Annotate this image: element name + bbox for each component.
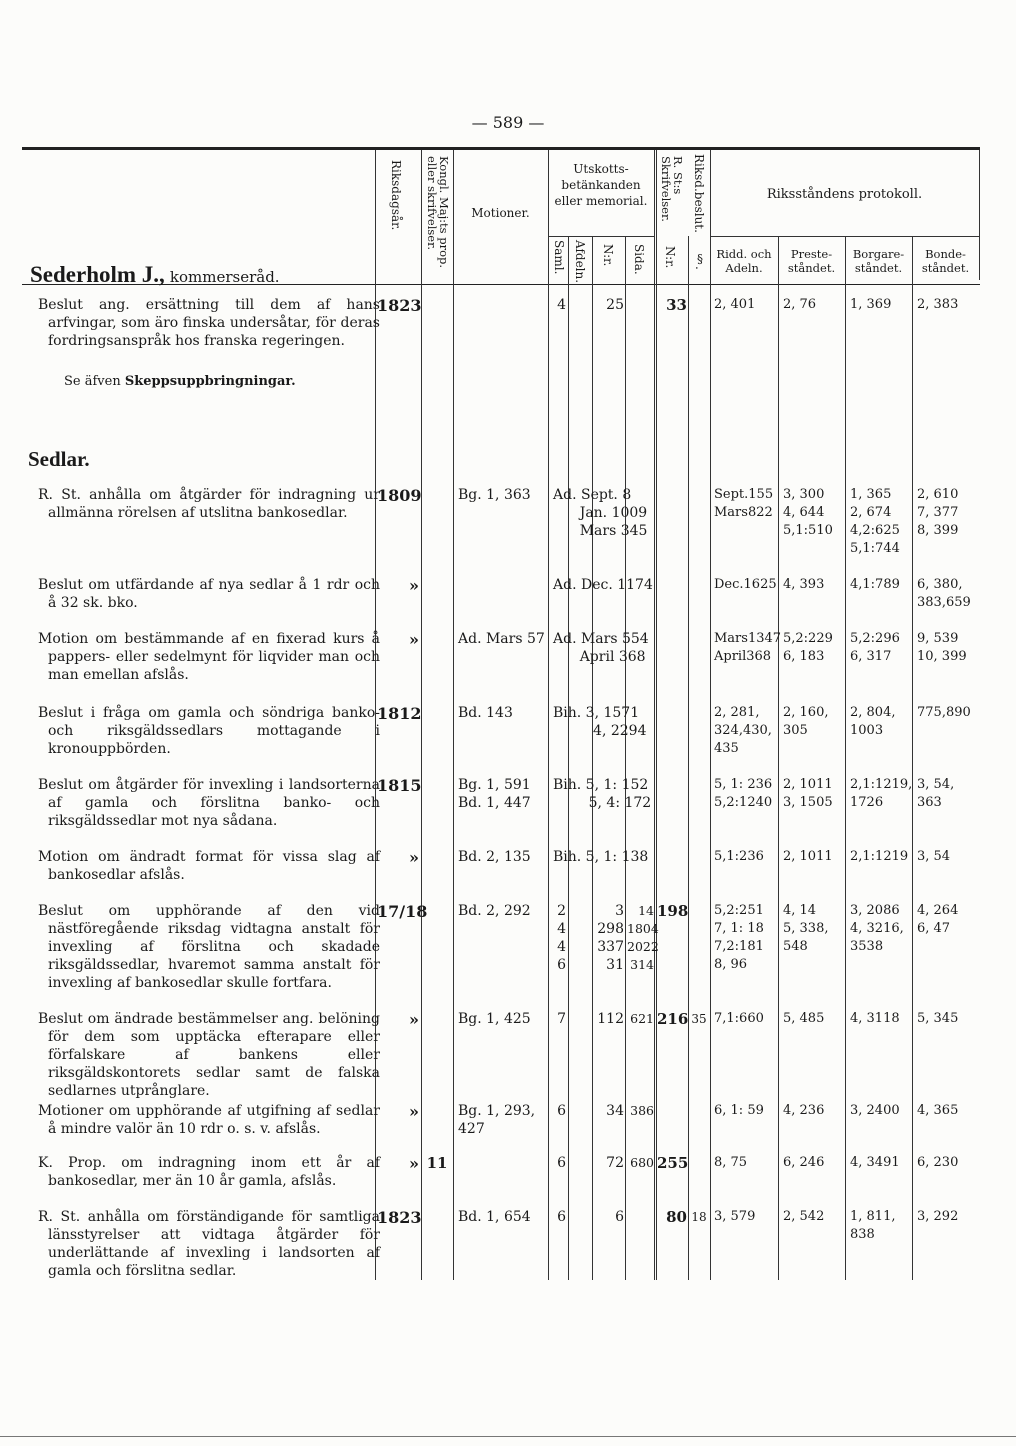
header-ridd-1: Ridd. och xyxy=(716,247,772,261)
entry-ridd: 2, 281, 324,430, 435 xyxy=(714,705,772,756)
entry-text: Beslut om utfärdande af nya sedlar å 1 rdr och å 32 sk. bko. xyxy=(38,577,380,611)
entry-borg: 4, 3491 xyxy=(850,1155,900,1170)
entry-ridd: Mars1347 April368 xyxy=(714,631,782,664)
entry-utskott: Ad. Sept. 8 Jan. 1009 Mars 345 xyxy=(553,487,648,539)
header-saml: Saml. xyxy=(552,240,566,275)
entry-rst-nr: 198 xyxy=(657,902,689,920)
entry-year: 1823 xyxy=(377,296,422,315)
entry-year: » xyxy=(409,848,419,867)
entry-borg: 3, 2086 4, 3216, 3538 xyxy=(850,903,904,954)
entry-prest: 5, 485 xyxy=(783,1011,825,1026)
entry-bonde: 6, 380, 383,659 xyxy=(917,577,971,610)
entry-text: Beslut om åtgärder för invexling i landsorterna af gamla och förslitna banko- och riksgäldssedlar mot nya sådana. xyxy=(38,777,380,829)
entry-prest: 2, 1011 xyxy=(783,849,833,864)
entry-rst-nr: 80 xyxy=(666,1208,687,1226)
col-rule xyxy=(453,150,454,1280)
entry-year: » xyxy=(409,1010,419,1029)
entry-text: Beslut ang. ersättning till dem af hans arfvingar, som äro finska undersåtar, för deras fordringsanspråk hos franska regeringen. xyxy=(38,297,380,349)
entry-borg: 4,1:789 xyxy=(850,577,900,592)
entry-borg: 4, 3118 xyxy=(850,1011,900,1026)
entry-borg: 1, 369 xyxy=(850,297,892,312)
entry-sida: 621 xyxy=(630,1011,654,1026)
header-paragraph: §. xyxy=(693,252,707,270)
entry-borg: 1, 811, 838 xyxy=(850,1209,896,1242)
col-rule xyxy=(979,150,980,280)
entry-ridd: 3, 579 xyxy=(714,1209,756,1224)
entry-year: » xyxy=(409,630,419,649)
entry-bonde: 4, 365 xyxy=(917,1103,959,1118)
col-rule-double xyxy=(654,150,657,1280)
entry-bonde: 3, 54 xyxy=(917,849,951,864)
entry-paragraph: 18 xyxy=(691,1210,707,1224)
entry-sida: 680 xyxy=(630,1155,654,1170)
entry-bonde: 3, 292 xyxy=(917,1209,959,1224)
entry-text: Motion om bestämmande af en fixerad kurs å pappers- eller sedelmynt för liqvider man och man emellan afslås. xyxy=(38,631,380,683)
entry-text: K. Prop. om indragning inom ett år af bankosedlar, mer än 10 år gamla, afslås. xyxy=(38,1155,380,1189)
subheader-rule xyxy=(710,236,979,237)
header-motioner: Motioner. xyxy=(471,206,530,220)
entry-borg: 2,1:1219 xyxy=(850,849,909,864)
entry-nr: 34 xyxy=(606,1103,624,1119)
entry-kongl: 11 xyxy=(426,1154,448,1172)
header-bonde-2: ståndet. xyxy=(921,261,970,275)
entry-saml: 6 xyxy=(557,1209,566,1225)
header-borg-1: Borgare- xyxy=(852,247,905,261)
entry-motioner: Bg. 1, 591 Bd. 1, 447 xyxy=(458,777,531,811)
entry-nr: 112 xyxy=(597,1011,624,1027)
col-rule xyxy=(548,150,549,1280)
header-nr: N:r. xyxy=(601,244,615,267)
entry-bonde: 2, 383 xyxy=(917,297,959,312)
entry-ridd: Dec.1625 xyxy=(714,577,777,592)
entry-utskott: Bih. 3, 1571 4, 2294 xyxy=(553,705,647,739)
entry-borg: 1, 365 2, 674 4,2:625 5,1:744 xyxy=(850,487,900,556)
col-rule xyxy=(778,236,779,1280)
subheader-rule xyxy=(548,236,654,237)
entry-motioner: Bg. 1, 293, 427 xyxy=(458,1103,536,1137)
entry-motioner: Bd. 1, 654 xyxy=(458,1209,531,1225)
entry-motioner: Bd. 2, 135 xyxy=(458,849,531,865)
entry-sida: 14 1804 2022 314 xyxy=(627,903,659,972)
col-rule xyxy=(568,236,569,1280)
entry-text: R. St. anhålla om förständigande för samtliga länsstyrelser att vidtaga åtgärder för underlättande af invexling i landsorten af gamla och förslitna sedlar. xyxy=(38,1209,380,1279)
header-memorial: eller memorial. xyxy=(554,194,648,208)
entry-saml: 4 xyxy=(557,297,566,313)
section-sederholm xyxy=(30,262,280,288)
entry-year: 17/18 xyxy=(377,902,428,921)
col-rule xyxy=(710,150,711,1280)
entry-bonde: 2, 610 7, 377 8, 399 xyxy=(917,487,959,538)
entry-rst-nr: 255 xyxy=(657,1154,689,1172)
entry-nr: 3 298 337 31 xyxy=(597,903,624,973)
entry-bonde: 4, 264 6, 47 xyxy=(917,903,959,936)
entry-ridd: 5,2:251 7, 1: 18 7,2:181 8, 96 xyxy=(714,903,764,972)
entry-nr: 6 xyxy=(615,1209,624,1225)
entry-saml: 6 xyxy=(557,1103,566,1119)
header-prest-1: Preste- xyxy=(790,247,833,261)
header-utskotts: Utskotts- xyxy=(573,162,629,176)
entry-motioner: Bg. 1, 425 xyxy=(458,1011,531,1027)
entry-bonde: 6, 230 xyxy=(917,1155,959,1170)
entry-prest: 2, 1011 3, 1505 xyxy=(783,777,833,810)
entry-utskott: Bih. 5, 1: 138 xyxy=(553,849,649,865)
entry-prest: 2, 542 xyxy=(783,1209,825,1224)
entry-rst-nr: 216 xyxy=(657,1010,689,1028)
entry-motioner: Ad. Mars 57 xyxy=(458,631,545,647)
entry-prest: 5,2:229 6, 183 xyxy=(783,631,833,664)
header-prest-2: ståndet. xyxy=(787,261,836,275)
entry-year: 1815 xyxy=(377,776,422,795)
header-sida: Sida. xyxy=(632,244,646,275)
entry-ridd: 7,1:660 xyxy=(714,1011,764,1026)
entry-ridd: 8, 75 xyxy=(714,1155,748,1170)
entry-text: Beslut om ändrade bestämmelser ang. belöning för dem som upptäcka efterapare eller förfalskare af bankens eller riksgäldskontorets sedlar samt de falska sedlarnes utprånglare. xyxy=(38,1011,380,1099)
entry-year: » xyxy=(409,1102,419,1121)
entry-prest: 2, 160, 305 xyxy=(783,705,829,738)
entry-bonde: 775,890 xyxy=(917,705,971,720)
entry-utskott: Ad. Dec. 1174 xyxy=(553,577,653,593)
entry-text: Beslut i fråga om gamla och söndriga banko- och riksgäldssedlars mottagande i kronouppbörden. xyxy=(38,705,380,757)
entry-borg: 5,2:296 6, 317 xyxy=(850,631,900,664)
entry-ridd: 2, 401 xyxy=(714,297,756,312)
entry-prest: 3, 300 4, 644 5,1:510 xyxy=(783,487,833,538)
entry-borg: 2,1:1219, 1726 xyxy=(850,777,913,810)
col-rule xyxy=(625,236,626,1280)
entry-nr: 25 xyxy=(606,297,624,313)
entry-bonde: 9, 539 10, 399 xyxy=(917,631,967,664)
entry-motioner: Bd. 2, 292 xyxy=(458,903,531,919)
entry-ridd: 6, 1: 59 xyxy=(714,1103,764,1118)
entry-text: Motioner om upphörande af utgifning af sedlar å mindre valör än 10 rdr o. s. v. afslås. xyxy=(38,1103,380,1137)
entry-borg: 2, 804, 1003 xyxy=(850,705,896,738)
col-rule xyxy=(845,236,846,1280)
section-subtitle: kommerseråd. xyxy=(169,268,280,286)
entry-prest: 4, 236 xyxy=(783,1103,825,1118)
header-riksdagsar: Riksdagsår. xyxy=(389,160,403,231)
entry-ridd: 5,1:236 xyxy=(714,849,764,864)
entry-rst-nr: 33 xyxy=(666,296,687,314)
entry-nr: 72 xyxy=(606,1155,624,1171)
page-number: — 589 — xyxy=(471,113,545,132)
col-rule xyxy=(688,236,689,1280)
entry-bonde: 3, 54, 363 xyxy=(917,777,955,810)
entry-bonde: 5, 345 xyxy=(917,1011,959,1026)
entry-ridd: 5, 1: 236 5,2:1240 xyxy=(714,777,773,810)
entry-year: 1809 xyxy=(377,486,422,505)
header-rst-nr: N:r. xyxy=(663,246,677,269)
header-kongl-prop: Kongl. Maj:ts prop. eller skrifvelser. xyxy=(425,156,451,269)
header-betankanden: betänkanden xyxy=(561,178,641,192)
entry-motioner: Bg. 1, 363 xyxy=(458,487,531,503)
entry-text: R. St. anhålla om åtgärder för indragning ur allmänna rörelsen af utslitna bankosedlar. xyxy=(38,487,380,521)
entry-sida: 386 xyxy=(630,1103,654,1118)
entry-motioner: Bd. 143 xyxy=(458,705,513,721)
entry-prest: 6, 246 xyxy=(783,1155,825,1170)
entry-saml: 6 xyxy=(557,1155,566,1171)
col-rule xyxy=(912,236,913,1280)
header-borg-2: ståndet. xyxy=(854,261,903,275)
header-riksd-beslut: Riksd.beslut. xyxy=(692,154,706,233)
header-protokoll: Riksståndens protokoll. xyxy=(766,187,923,202)
entry-utskott: Bih. 5, 1: 152 5, 4: 172 xyxy=(553,777,652,811)
entry-prest: 4, 14 5, 338, 548 xyxy=(783,903,829,954)
entry-year: 1812 xyxy=(377,704,422,723)
see-also xyxy=(64,374,296,389)
entry-year: 1823 xyxy=(377,1208,422,1227)
header-ridd-2: Adeln. xyxy=(725,261,763,275)
section-title: Sederholm J., xyxy=(30,262,165,287)
entry-prest: 4, 393 xyxy=(783,577,825,592)
scan-edge xyxy=(0,1436,1016,1437)
table-top-rule xyxy=(22,147,980,150)
header-rst-skrifvelser: R. St:s Skrifvelser. xyxy=(659,156,685,222)
section-sedlar: Sedlar. xyxy=(28,447,90,471)
entry-utskott: Ad. Mars 554 April 368 xyxy=(553,631,649,665)
see-also-prefix: Se äfven xyxy=(64,374,121,389)
entry-paragraph: 35 xyxy=(691,1012,707,1026)
entry-saml: 7 xyxy=(557,1011,566,1027)
entry-year: » xyxy=(409,1154,419,1173)
see-also-link[interactable]: Skeppsuppbringningar. xyxy=(124,374,296,389)
entry-text: Beslut om upphörande af den vid nästföregående riksdag vidtagna anstalt för invexling af förslitna och skadade riksgäldssedlar, hvaremot samma anstalt för invexling af bankosedlar skulle fortfara. xyxy=(38,903,380,991)
entry-prest: 2, 76 xyxy=(783,297,817,312)
header-afdeln: Afdeln. xyxy=(573,240,587,284)
entry-borg: 3, 2400 xyxy=(850,1103,900,1118)
entry-year: » xyxy=(409,576,419,595)
header-bonde-1: Bonde- xyxy=(925,247,966,261)
entry-text: Motion om ändradt format för vissa slag af bankosedlar afslås. xyxy=(38,849,380,883)
entry-saml: 2 4 4 6 xyxy=(557,903,566,973)
entry-ridd: Sept.155 Mars822 xyxy=(714,487,774,520)
col-rule xyxy=(592,236,593,1280)
